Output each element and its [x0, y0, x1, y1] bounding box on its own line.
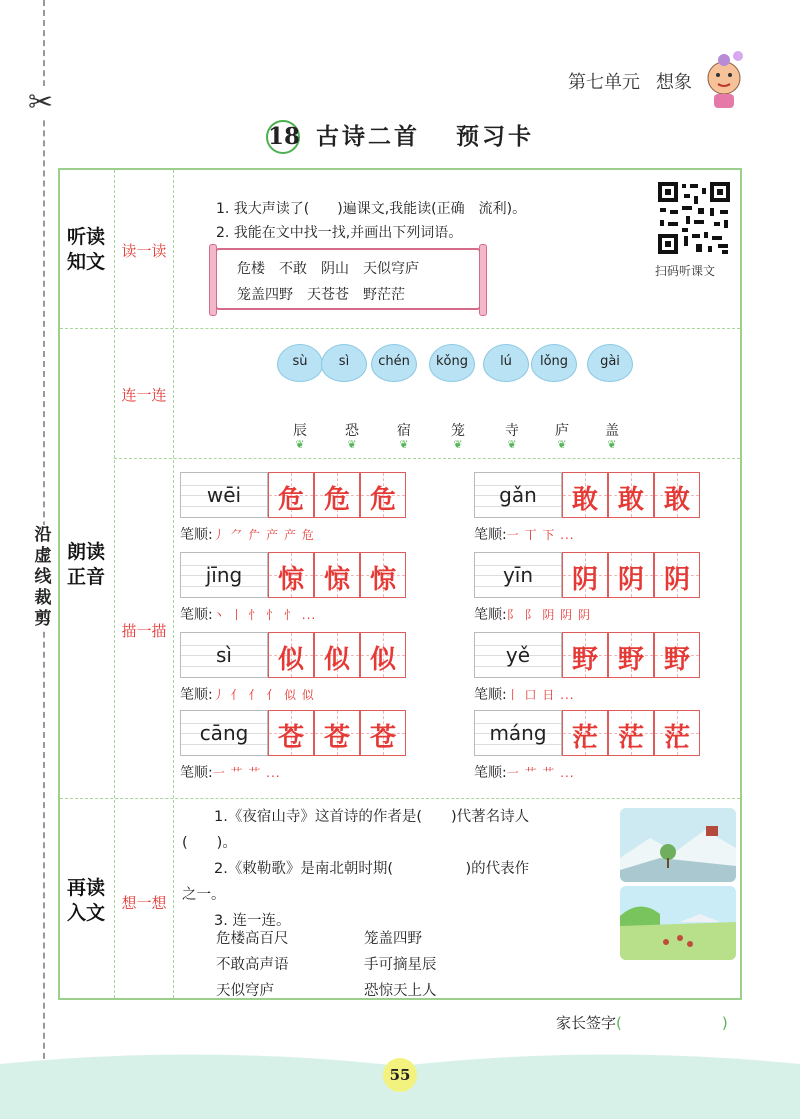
- stroke-order: [180, 524, 315, 544]
- section-label-line: 正音: [66, 566, 105, 588]
- trace-char: 阴: [571, 565, 598, 595]
- lesson-title: [0, 118, 800, 154]
- word-scroll: [215, 248, 481, 310]
- signature-paren-close: ): [721, 1014, 728, 1032]
- stroke-label: 笔顺:: [474, 607, 507, 623]
- scissors-icon: ✂: [28, 85, 54, 120]
- trace-char: 苍: [277, 723, 304, 753]
- section-label-line: 朗读: [66, 541, 105, 563]
- row-divider: [60, 328, 740, 329]
- qr-code-icon[interactable]: [656, 180, 732, 256]
- scroll-word: 天似穹庐: [363, 261, 419, 277]
- pinyin-text: máng: [489, 721, 547, 745]
- char-text: 庐: [555, 423, 569, 439]
- think-q2-cont: 之一。: [182, 887, 226, 903]
- stroke-sequence: 丿 亻 亻 亻 似 似: [212, 688, 315, 702]
- pinyin-text: sì: [338, 354, 350, 369]
- char-text: 辰: [293, 423, 307, 439]
- stroke-order: [474, 604, 591, 624]
- think-q3: 3. 连一连。: [214, 913, 291, 929]
- char-text: 笼: [451, 423, 465, 439]
- trace-row: [474, 710, 700, 756]
- stroke-sequence: 丶 丨 忄 忄 忄 ...: [212, 608, 317, 622]
- pinyin-peach[interactable]: [429, 344, 475, 382]
- trace-char: 似: [277, 645, 304, 675]
- pinyin-text: yīn: [502, 563, 534, 587]
- sprout-icon: ❦: [347, 438, 357, 451]
- scroll-word: 天苍苍: [307, 287, 349, 303]
- pinyin-box: [180, 552, 268, 598]
- pinyin-text: sù: [292, 354, 308, 369]
- trace-char: 惊: [369, 565, 396, 595]
- trace-row: [474, 472, 700, 518]
- trace-char: 苍: [369, 723, 396, 753]
- trace-char-box[interactable]: [562, 710, 608, 756]
- trace-row: [474, 552, 700, 598]
- char-text: 恐: [345, 423, 359, 439]
- trace-char: 阴: [617, 565, 644, 595]
- sprout-icon: ❦: [453, 438, 463, 451]
- trace-char: 野: [617, 645, 644, 675]
- section-label-reread: [60, 876, 112, 926]
- char-sprout[interactable]: [332, 420, 372, 450]
- activity-connect: 连一连: [121, 386, 167, 404]
- sprout-icon: ❦: [295, 438, 305, 451]
- stroke-label: 笔顺:: [180, 765, 213, 781]
- trace-char: 野: [571, 645, 598, 675]
- trace-char: 惊: [277, 565, 304, 595]
- card-name: 预习卡: [456, 123, 534, 150]
- think-q1-cont: ( )。: [182, 835, 237, 851]
- trace-char-box[interactable]: [268, 710, 314, 756]
- row-divider: [114, 458, 740, 459]
- pinyin-box: [180, 710, 268, 756]
- trace-char: 阴: [663, 565, 690, 595]
- stroke-order: [180, 604, 316, 624]
- stroke-label: 笔顺:: [180, 607, 213, 623]
- trace-char: 野: [663, 645, 690, 675]
- char-row: [280, 420, 640, 450]
- trace-char-box[interactable]: [314, 472, 360, 518]
- trace-char-box[interactable]: [360, 710, 406, 756]
- section-label-line: 再读: [66, 877, 105, 899]
- trace-row: [180, 552, 406, 598]
- trace-char: 危: [369, 485, 396, 515]
- stroke-order: [180, 762, 281, 782]
- trace-char: 敢: [663, 485, 690, 515]
- scroll-words: [237, 256, 433, 308]
- pinyin-box: [474, 552, 562, 598]
- trace-char: 茫: [571, 723, 598, 753]
- stroke-order: [474, 684, 575, 704]
- pinyin-peach[interactable]: [587, 344, 633, 382]
- stroke-sequence: 阝 阝 阴 阴 阴: [506, 608, 591, 622]
- trace-char: 似: [369, 645, 396, 675]
- pinyin-box: [180, 472, 268, 518]
- section-label-aloud: [60, 540, 112, 590]
- stroke-label: 笔顺:: [474, 527, 507, 543]
- trace-row: [180, 632, 406, 678]
- match-right-item[interactable]: 恐惊天上人: [364, 983, 437, 999]
- trace-char: 危: [277, 485, 304, 515]
- sprout-icon: ❦: [507, 438, 517, 451]
- scroll-word: 笼盖四野: [237, 287, 293, 303]
- stroke-label: 笔顺:: [180, 687, 213, 703]
- row-divider: [60, 798, 740, 799]
- trace-char: 茫: [663, 723, 690, 753]
- char-sprout[interactable]: [384, 420, 424, 450]
- pinyin-peach[interactable]: [531, 344, 577, 382]
- pinyin-box: [180, 632, 268, 678]
- pinyin-text: chén: [378, 354, 410, 369]
- trace-char-box[interactable]: [268, 632, 314, 678]
- match-left-item[interactable]: 危楼高百尺: [216, 931, 289, 947]
- qr-label: 扫码听课文: [655, 264, 716, 278]
- pinyin-text: gài: [600, 354, 620, 369]
- lesson-number: 18: [266, 120, 300, 154]
- char-text: 宿: [397, 423, 411, 439]
- pinyin-text: cāng: [199, 721, 249, 745]
- char-sprout[interactable]: [280, 420, 320, 450]
- char-text: 寺: [505, 423, 519, 439]
- sprout-icon: ❦: [607, 438, 617, 451]
- page-number: 55: [383, 1058, 417, 1092]
- scroll-word: 危楼: [237, 261, 265, 277]
- section-label-line: 知文: [66, 251, 105, 273]
- activity-read: 读一读: [121, 242, 167, 260]
- stroke-label: 笔顺:: [180, 527, 213, 543]
- trace-char-box[interactable]: [654, 552, 700, 598]
- stroke-order: [180, 684, 315, 704]
- lesson-name: 古诗二首: [316, 123, 420, 150]
- char-sprout[interactable]: [542, 420, 582, 450]
- unit-number: 第七单元: [568, 72, 640, 93]
- signature-paren-open: (: [616, 1014, 622, 1032]
- pinyin-peach[interactable]: [321, 344, 367, 382]
- stroke-order: [474, 524, 575, 544]
- pinyin-box: [474, 472, 562, 518]
- signature-label: 家长签字: [556, 1014, 617, 1032]
- trace-char-box[interactable]: [268, 472, 314, 518]
- stroke-sequence: 一 艹 艹 ...: [506, 766, 575, 780]
- trace-row: [474, 632, 700, 678]
- char-text: 盖: [605, 423, 619, 439]
- char-sprout[interactable]: [492, 420, 532, 450]
- trace-char-box[interactable]: [314, 552, 360, 598]
- trace-char-box[interactable]: [562, 472, 608, 518]
- pinyin-text: wēi: [206, 483, 242, 507]
- pinyin-text: yě: [505, 643, 531, 667]
- match-left-item[interactable]: 不敢高声语: [216, 957, 289, 973]
- pinyin-peach[interactable]: [483, 344, 529, 382]
- column-divider: [114, 170, 115, 998]
- trace-char-box[interactable]: [608, 710, 654, 756]
- stroke-label: 笔顺:: [474, 687, 507, 703]
- column-divider: [173, 170, 174, 998]
- section-label-line: 听读: [66, 226, 105, 248]
- scroll-word: 不敢: [279, 261, 307, 277]
- pinyin-text: sì: [216, 643, 232, 667]
- trace-char-box[interactable]: [562, 632, 608, 678]
- trace-char-box[interactable]: [654, 632, 700, 678]
- trace-char: 危: [323, 485, 350, 515]
- trace-char: 似: [323, 645, 350, 675]
- think-q1: 1.《夜宿山寺》这首诗的作者是( )代著名诗人: [214, 809, 530, 825]
- trace-char-box[interactable]: [654, 472, 700, 518]
- mountain-temple-picture: [620, 808, 736, 882]
- stroke-sequence: 一 丅 下 ...: [506, 528, 575, 542]
- pinyin-text: jīng: [205, 563, 243, 587]
- trace-char-box[interactable]: [654, 710, 700, 756]
- trace-char-box[interactable]: [360, 552, 406, 598]
- trace-char-box[interactable]: [360, 632, 406, 678]
- trace-char-box[interactable]: [268, 552, 314, 598]
- sprout-icon: ❦: [557, 438, 567, 451]
- trace-char-box[interactable]: [314, 632, 360, 678]
- section-label-line: 入文: [66, 902, 105, 924]
- match-left: [216, 926, 289, 1004]
- pinyin-peach[interactable]: [277, 344, 323, 382]
- pinyin-text: lǒng: [539, 354, 569, 369]
- char-sprout[interactable]: [438, 420, 478, 450]
- think-q2: 2.《敕勒歌》是南北朝时期( )的代表作: [214, 861, 530, 877]
- grassland-picture: [620, 886, 736, 960]
- activity-trace: 描一描: [121, 622, 167, 640]
- think-questions: [182, 804, 612, 934]
- trace-char-box[interactable]: [608, 552, 654, 598]
- trace-row: [180, 472, 406, 518]
- trace-char: 茫: [617, 723, 644, 753]
- stroke-label: 笔顺:: [474, 765, 507, 781]
- stroke-sequence: 一 艹 艹 ...: [212, 766, 281, 780]
- cut-instruction: 沿虚线裁剪: [32, 525, 54, 630]
- trace-char: 敢: [617, 485, 644, 515]
- read-question-1: 1. 我大声读了( )遍课文,我能读(正确 流利)。: [216, 201, 527, 217]
- match-right-item[interactable]: 笼盖四野: [364, 931, 422, 947]
- pinyin-text: gǎn: [499, 483, 537, 507]
- trace-char-box[interactable]: [608, 472, 654, 518]
- trace-row: [180, 710, 406, 756]
- trace-char: 敢: [571, 485, 598, 515]
- unit-topic: 想象: [656, 72, 692, 93]
- trace-char-box[interactable]: [562, 552, 608, 598]
- stroke-sequence: 丨 口 日 ...: [506, 688, 575, 702]
- pinyin-text: lú: [500, 354, 512, 369]
- pinyin-box: [474, 632, 562, 678]
- unit-header: [568, 68, 692, 94]
- mascot-icon: [700, 48, 748, 110]
- trace-char-box[interactable]: [608, 632, 654, 678]
- match-left-item[interactable]: 天似穹庐: [216, 983, 274, 999]
- match-right-item[interactable]: 手可摘星辰: [364, 957, 437, 973]
- pinyin-row: [277, 344, 637, 384]
- trace-char: 惊: [323, 565, 350, 595]
- pinyin-box: [474, 710, 562, 756]
- activity-think: 想一想: [121, 894, 167, 912]
- scroll-word: 野茫茫: [363, 287, 405, 303]
- trace-char: 苍: [323, 723, 350, 753]
- stroke-sequence: 丿 ⺈ 厃 产 产 危: [212, 528, 315, 542]
- pinyin-text: kǒng: [436, 354, 468, 369]
- read-question-2: 2. 我能在文中找一找,并画出下列词语。: [216, 225, 463, 241]
- trace-char-box[interactable]: [314, 710, 360, 756]
- match-right: [364, 926, 437, 1004]
- scroll-word: 阴山: [321, 261, 349, 277]
- sprout-icon: ❦: [399, 438, 409, 451]
- parent-signature: [556, 1012, 728, 1033]
- char-sprout[interactable]: [592, 420, 632, 450]
- trace-char-box[interactable]: [360, 472, 406, 518]
- pinyin-peach[interactable]: [371, 344, 417, 382]
- section-label-listen: [60, 225, 112, 275]
- stroke-order: [474, 762, 575, 782]
